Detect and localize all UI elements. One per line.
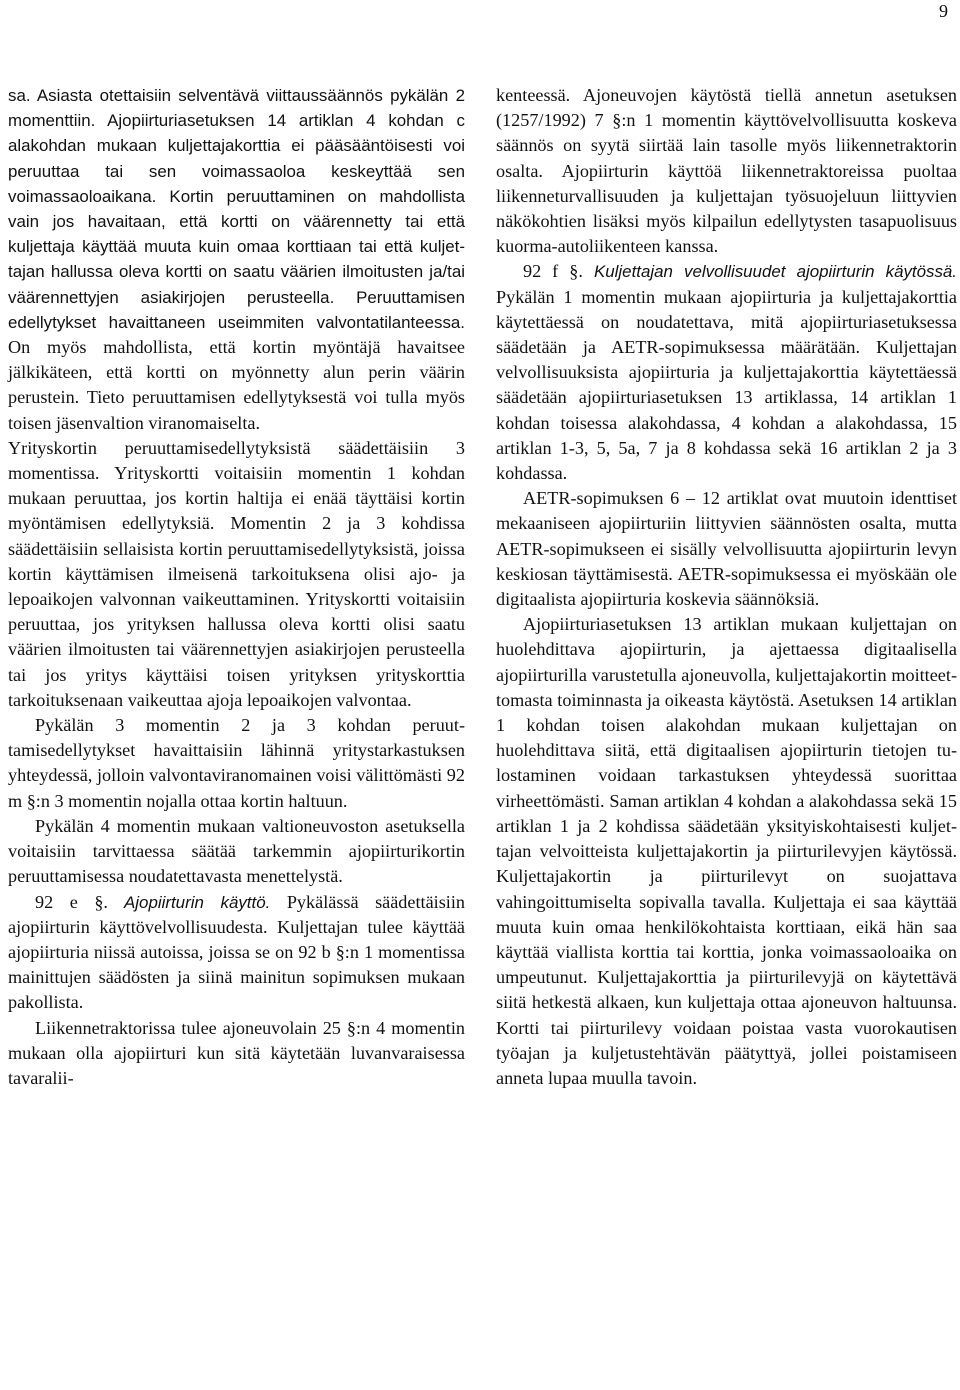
paragraph — [8, 436, 465, 713]
page-number: 9 — [939, 1, 948, 21]
section-number: 92 f §. — [523, 261, 583, 282]
paragraph: kenteessä. Ajoneuvojen käytöstä tiellä annetun asetuksen (1257/1992) 7 §:n 1 momentin käyttövelvollisuutta koskeva säännös on syytä siirtää lain tasolle myös liikennetraktorin osalta. Ajopiirturin käyttöä liikennetraktoreissa puoltaa liikenneturvallisuuden ja kuljettajan työsuojeluun liittyvien näkökohtien lisäksi myös kilpailun edellytysten tasapuolisuus kuorma-autoliikenteen kanssa. — [496, 85, 957, 257]
paragraph — [8, 890, 465, 1016]
section-number: 92 e §. — [35, 891, 108, 912]
right-column — [496, 83, 957, 1091]
section-title: Kuljettajan velvollisuudet ajopiirturin käytössä. — [582, 262, 957, 282]
paragraph-text: Yrityskortti voitaisiin momentin 1 kohdan mukaan peruuttaa, jos kortin haltija ei enää täyttäisi kortin myöntämisen edellytyksiä. — [8, 463, 465, 534]
paragraph: AETR-sopimuksen 6 – 12 artiklat ovat muutoin identtiset mekaaniseen ajopiirturiin liittyvien säännösten osalta, mutta AETR-sopimukseen ei sisälly velvollisuutta ajopiirturin levyn keskiosan täyttämisestä. AETR-sopimuksessa ei myöskään ole digitaalista ajopiirturia koskevia säännöksiä. — [496, 488, 957, 610]
paragraph-text: Momentin 2 ja 3 kohdissa säädettäisiin sellaisista kortin peruuttamisedellytyksistä, joissa kortin käyttämisen ilmeisenä tarkoituksena olisi ajo- ja lepoaikojen valvonnan vaikeuttaminen. Yrityskortti voitaisiin peruuttaa, jos yrityksen hallussa oleva kortti olisi saatu väärien ilmoitusten tai väärennettyjen asiakirjojen perusteella tai jos yritys käyttäisi toisen yrityksen yrityskorttia tarkoituksenaan vaikeuttaa ajoja lepoaikojen valvontaa. — [8, 513, 465, 710]
paragraph — [8, 83, 465, 436]
paragraph: Liikennetraktorissa tulee ajoneuvolain 25 §:n 4 momentin mukaan olla ajopiirturi kun sitä käytetään luvanvaraisessa tavaralii- — [8, 1017, 465, 1088]
paragraph — [496, 259, 957, 486]
paragraph: Pykälän 3 momentin 2 ja 3 kohdan peruuttamisedellytykset havaittaisiin lähinnä yritystarkastuksen yhteydessä, jolloin valvontaviranomainen voisi välittömästi 92 m §:n 3 momentin nojalla ottaa kortin haltuun. — [8, 715, 465, 811]
paragraph-text: sa. Asiasta otettaisiin selventävä viittaussäännös pykälän 2 momenttiin. Ajopiirturiasetuksen 14 artiklan 4 kohdan c alakohdan mukaan kuljettajakorttia ei pääsääntöisesti voi peruuttaa tai sen voimassaoloa keskeyttää sen voimassaoloaikana. Kortin peruuttaminen on mahdollista vain jos havaitaan, että kortti on väärennetty tai että kuljettaja käyttää muuta kuin omaa korttiaan tai että kuljettajan hallussa oleva kortti on saatu väärien ilmoitusten ja/tai väärennettyjen asiakirjojen perusteella. Peruuttamisen edellytykset havaittaneen useimmiten valvontatilanteessa. — [8, 86, 465, 332]
paragraph-text: On myös mahdollista, että kortin myöntäjä havaitsee jälkikäteen, että kortti on myönnetty alun perin väärin perustein. Tieto peruuttamisen edellytyksestä voi tulla myös toisen jäsenvaltion viranomaiselta. — [8, 337, 465, 433]
paragraph-text: Pykälän 1 momentin mukaan ajopiirturia ja kuljettajakorttia käytettäessä on noudatettava, mitä ajopiirturiasetuksessa säädetään ja AETR-sopimuksessa määrätään. Kuljettajan velvollisuuksista ajopiirturia ja kuljettajakorttia käytettäessä säädetään ajopiirturiasetuksen 13 artiklassa, 14 artiklan 1 kohdan toisessa alakohdassa, 4 kohdan a alakohdassa, 15 artiklan 1-3, 5, 5a, 7 ja 8 kohdassa sekä 16 artiklan 2 ja 3 kohdassa. — [496, 286, 957, 484]
paragraph-text: Pykälässä säädettäisiin ajopiirturin käyttövelvollisuudesta. Kuljettajan tulee käyttää ajopiirturia niissä autoissa, joissa se on 92 b §:n 1 momentissa mainittujen säädösten ja siinä mainitun sopimuksen mukaan pakollista. — [8, 891, 465, 1013]
paragraph-text: Yrityskortin peruuttamisedellytyksistä säädettäisiin 3 momentissa. — [8, 437, 465, 484]
left-column — [8, 83, 465, 1091]
paragraph: Ajopiirturiasetuksen 13 artiklan mukaan kuljettajan on huolehdittava ajopiirturin, ja ajettaessa digitaalisella ajopiirturilla varustetulla ajoneuvolla, kuljettajakortin moitteettomasta toiminnasta ja oikeasta käytöstä. Asetuksen 14 artiklan 1 kohdan toisen alakohdan mukaan kuljettajan on huolehdittava siitä, että digitaalisen ajopiirturin tietojen tulostaminen voidaan tarkastuksen yhteydessä suorittaa virheettömästi. Saman artiklan 4 kohdan a alakohdassa sekä 15 artiklan 1 ja 2 kohdissa säädetään yksityiskohtaisesti kuljettajan velvoitteista kuljettajakortin ja piirturilevyjen käytössä. Kuljettajakortin ja piirturilevyt on suojattava vahingoittumiselta sopivalla tavalla. Kuljettaja ei saa käyttää muuta kuin omaa henkilökohtaista korttiaan, eikä hän saa käyttää viallista korttia tai korttia, jonka voimassaoloaika on umpeutunut. Kuljettajakorttia ja piirturilevyjä on käytettävä siitä hetkestä alkaen, kun kuljettaja ottaa ajoneuvon haltuunsa. Kortti tai piirturilevy voidaan poistaa vasta vuorokautisen työajan ja kuljetustehtävän päätyttyä, jollei poistamiseen anneta lupaa muulla tavoin. — [496, 614, 957, 1088]
paragraph: Pykälän 4 momentin mukaan valtioneuvoston asetuksella voitaisiin tarvittaessa säätää tarkemmin ajopiirturikortin peruuttamisessa noudatettavasta menettelystä. — [8, 815, 465, 887]
section-title: Ajopiirturin käyttö. — [107, 892, 271, 912]
